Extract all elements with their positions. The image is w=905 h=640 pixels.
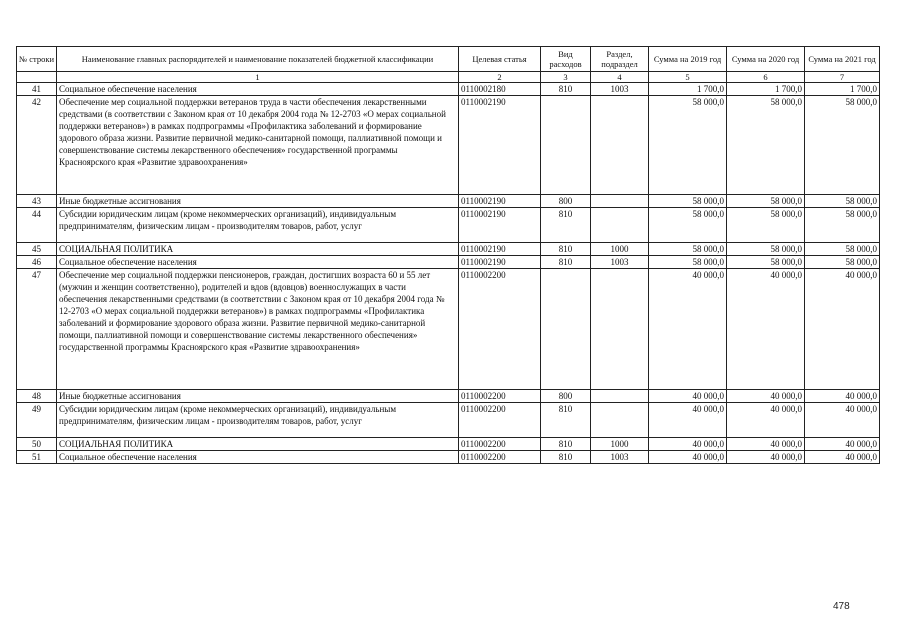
row-sum-2019: 40 000,0	[649, 451, 727, 464]
row-sum-2020: 1 700,0	[727, 83, 805, 96]
row-expense-type: 800	[541, 390, 591, 403]
column-number: 3	[541, 72, 591, 83]
row-sum-2020: 58 000,0	[727, 256, 805, 269]
column-number: 7	[805, 72, 880, 83]
row-sum-2021: 40 000,0	[805, 451, 880, 464]
row-sum-2021: 58 000,0	[805, 96, 880, 195]
row-sum-2021: 58 000,0	[805, 243, 880, 256]
budget-table	[16, 46, 880, 464]
row-expense-type: 810	[541, 83, 591, 96]
row-section	[591, 403, 649, 438]
row-number: 41	[17, 83, 57, 96]
row-sum-2019: 40 000,0	[649, 390, 727, 403]
row-target-article: 0110002200	[459, 451, 541, 464]
row-target-article: 0110002190	[459, 195, 541, 208]
row-sum-2019: 40 000,0	[649, 403, 727, 438]
row-expense-type	[541, 269, 591, 390]
row-target-article: 0110002190	[459, 208, 541, 243]
row-sum-2020: 40 000,0	[727, 390, 805, 403]
row-sum-2019: 1 700,0	[649, 83, 727, 96]
row-target-article: 0110002190	[459, 243, 541, 256]
header-sum-2020: Сумма на 2020 год	[727, 47, 805, 72]
row-sum-2019: 40 000,0	[649, 438, 727, 451]
header-section: Раздел, подраздел	[591, 47, 649, 72]
table-row	[17, 269, 880, 390]
row-number: 51	[17, 451, 57, 464]
header-target: Целевая статья	[459, 47, 541, 72]
row-number: 47	[17, 269, 57, 390]
header-sum-2019: Сумма на 2019 год	[649, 47, 727, 72]
row-section	[591, 390, 649, 403]
column-number: 2	[459, 72, 541, 83]
row-name: СОЦИАЛЬНАЯ ПОЛИТИКА	[57, 243, 459, 256]
page-number: 478	[833, 601, 850, 612]
table-row	[17, 403, 880, 438]
row-section: 1003	[591, 451, 649, 464]
table-row	[17, 243, 880, 256]
row-sum-2021: 58 000,0	[805, 208, 880, 243]
table-row	[17, 208, 880, 243]
table-row	[17, 451, 880, 464]
row-sum-2020: 40 000,0	[727, 269, 805, 390]
row-sum-2021: 40 000,0	[805, 269, 880, 390]
table-row	[17, 256, 880, 269]
row-section	[591, 195, 649, 208]
row-name: Обеспечение мер социальной поддержки ветеранов труда в части обеспечения лекарственными средствами (в соответствии с Законом края от 10 декабря 2004 года № 12-2703 «О мерах социальной поддержки ветеранов») в рамках подпрограммы «Профилактика заболеваний и формирование здорового образа жизни. Развитие первичной медико-санитарной помощи, паллиативной помощи и совершенствование системы лекарственного обеспечения» государственной программы Красноярского края «Развитие здравоохранения»	[57, 96, 459, 195]
row-name: Социальное обеспечение населения	[57, 451, 459, 464]
column-number-row	[17, 72, 880, 83]
row-expense-type: 810	[541, 256, 591, 269]
row-number: 46	[17, 256, 57, 269]
row-target-article: 0110002190	[459, 96, 541, 195]
table-row	[17, 96, 880, 195]
row-expense-type: 810	[541, 451, 591, 464]
header-expense-type: Вид расходов	[541, 47, 591, 72]
column-number: 1	[57, 72, 459, 83]
row-number: 43	[17, 195, 57, 208]
row-sum-2021: 40 000,0	[805, 390, 880, 403]
row-expense-type: 810	[541, 438, 591, 451]
row-section: 1000	[591, 243, 649, 256]
row-sum-2019: 58 000,0	[649, 195, 727, 208]
row-number: 45	[17, 243, 57, 256]
row-expense-type	[541, 96, 591, 195]
row-expense-type: 810	[541, 403, 591, 438]
row-expense-type: 810	[541, 243, 591, 256]
table-row	[17, 438, 880, 451]
row-name: Обеспечение мер социальной поддержки пенсионеров, граждан, достигших возраста 60 и 55 лет (мужчин и женщин соответственно), родителей и вдов (вдовцов) военнослужащих в части обеспечения лекарственными средствами (в соответствии с Законом края от 10 декабря 2004 года № 12-2703 «О мерах социальной поддержки ветеранов») в рамках подпрограммы «Профилактика заболеваний и формирование здорового образа жизни. Развитие первичной медико-санитарной помощи, паллиативной помощи и совершенствование системы лекарственного обеспечения» государственной программы Красноярского края «Развитие здравоохранения»	[57, 269, 459, 390]
row-number: 49	[17, 403, 57, 438]
row-sum-2020: 58 000,0	[727, 96, 805, 195]
row-name: Социальное обеспечение населения	[57, 256, 459, 269]
row-section	[591, 269, 649, 390]
row-target-article: 0110002200	[459, 269, 541, 390]
row-name: Субсидии юридическим лицам (кроме некоммерческих организаций), индивидуальным предпринимателям, физическим лицам - производителям товаров, работ, услуг	[57, 403, 459, 438]
row-sum-2019: 58 000,0	[649, 96, 727, 195]
row-name: Субсидии юридическим лицам (кроме некоммерческих организаций), индивидуальным предпринимателям, физическим лицам - производителям товаров, работ, услуг	[57, 208, 459, 243]
table-header	[17, 47, 880, 83]
column-number: 4	[591, 72, 649, 83]
row-number: 44	[17, 208, 57, 243]
row-target-article: 0110002200	[459, 390, 541, 403]
column-number	[17, 72, 57, 83]
row-name: Иные бюджетные ассигнования	[57, 195, 459, 208]
row-section: 1000	[591, 438, 649, 451]
column-number: 5	[649, 72, 727, 83]
row-number: 48	[17, 390, 57, 403]
header-row-no: № строки	[17, 47, 57, 72]
row-section: 1003	[591, 83, 649, 96]
row-sum-2021: 1 700,0	[805, 83, 880, 96]
row-section	[591, 96, 649, 195]
row-sum-2020: 58 000,0	[727, 195, 805, 208]
row-sum-2021: 40 000,0	[805, 438, 880, 451]
row-sum-2021: 58 000,0	[805, 256, 880, 269]
header-sum-2021: Сумма на 2021 год	[805, 47, 880, 72]
row-sum-2019: 58 000,0	[649, 208, 727, 243]
row-sum-2020: 58 000,0	[727, 208, 805, 243]
row-target-article: 0110002200	[459, 438, 541, 451]
row-number: 50	[17, 438, 57, 451]
row-name: Социальное обеспечение населения	[57, 83, 459, 96]
table-row	[17, 195, 880, 208]
row-sum-2019: 58 000,0	[649, 256, 727, 269]
column-number: 6	[727, 72, 805, 83]
table-row	[17, 83, 880, 96]
header-row	[17, 47, 880, 72]
header-name: Наименование главных распорядителей и наименование показателей бюджетной классификации	[57, 47, 459, 72]
row-target-article: 0110002180	[459, 83, 541, 96]
table-body	[17, 83, 880, 464]
row-sum-2021: 58 000,0	[805, 195, 880, 208]
row-name: Иные бюджетные ассигнования	[57, 390, 459, 403]
row-section	[591, 208, 649, 243]
row-name: СОЦИАЛЬНАЯ ПОЛИТИКА	[57, 438, 459, 451]
row-sum-2020: 40 000,0	[727, 403, 805, 438]
row-target-article: 0110002190	[459, 256, 541, 269]
row-number: 42	[17, 96, 57, 195]
row-sum-2019: 58 000,0	[649, 243, 727, 256]
table-row	[17, 390, 880, 403]
row-sum-2020: 40 000,0	[727, 451, 805, 464]
row-sum-2019: 40 000,0	[649, 269, 727, 390]
row-expense-type: 810	[541, 208, 591, 243]
row-sum-2020: 58 000,0	[727, 243, 805, 256]
row-sum-2020: 40 000,0	[727, 438, 805, 451]
row-target-article: 0110002200	[459, 403, 541, 438]
row-expense-type: 800	[541, 195, 591, 208]
row-sum-2021: 40 000,0	[805, 403, 880, 438]
row-section: 1003	[591, 256, 649, 269]
